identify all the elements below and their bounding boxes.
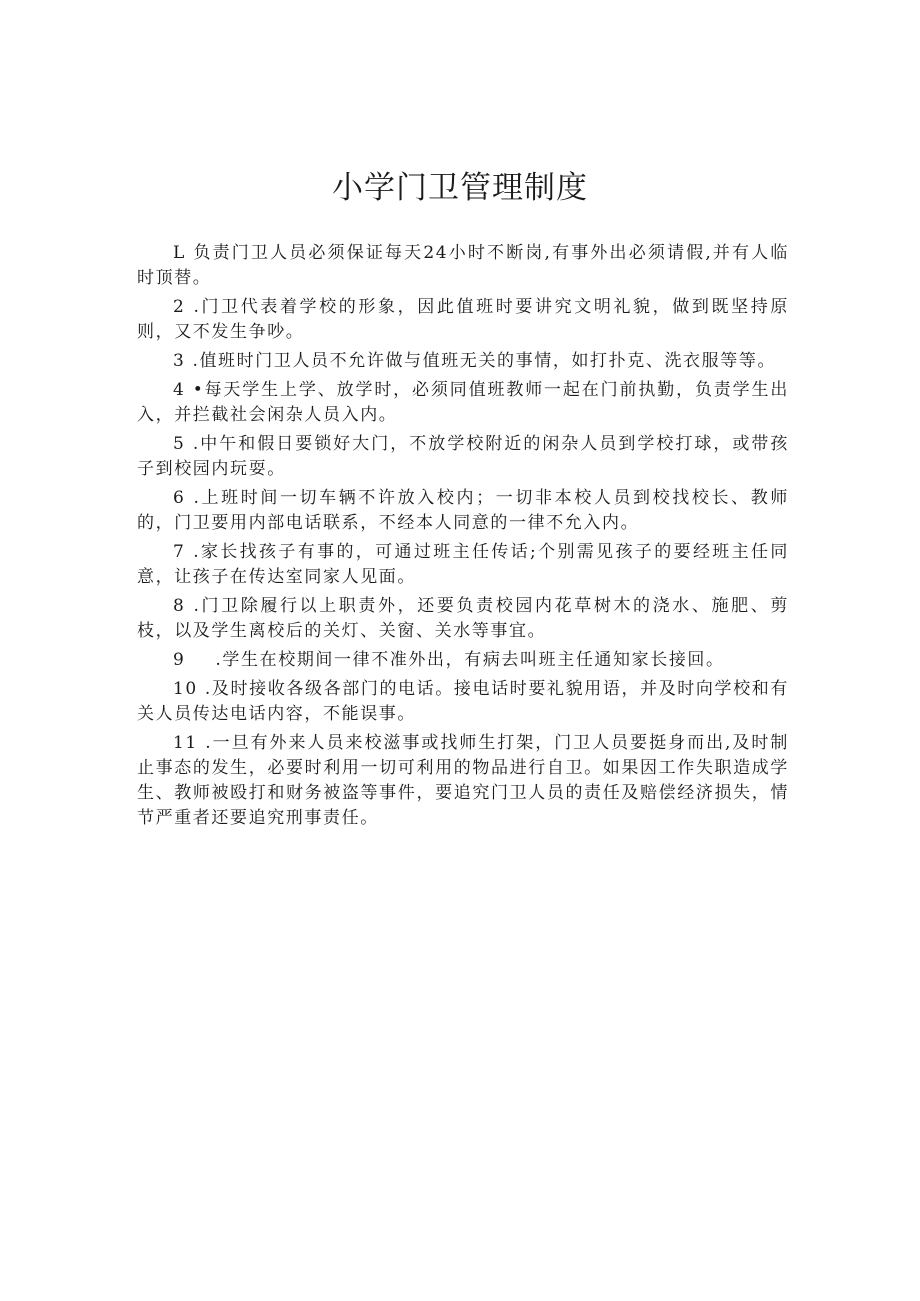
item-number: 11 (173, 733, 198, 753)
item-text: .中午和假日要锁好大门，不放学校附近的闲杂人员到学校打球，或带孩子到校园内玩耍。 (137, 434, 789, 479)
item-number: 6 (173, 488, 186, 508)
item-number: 5 (173, 434, 186, 454)
item-number: L (173, 243, 186, 263)
item-text: .及时接收各级各部门的电话。接电话时要礼貌用语，并及时向学校和有关人员传达电话内容，不能误事。 (137, 679, 789, 724)
item-text: .家长找孩子有事的，可通过班主任传话;个别需见孩子的要经班主任同意，让孩子在传达室同家人见面。 (137, 542, 789, 587)
item-text: .学生在校期间一律不准外出，有病去叫班主任通知家长接回。 (215, 650, 725, 670)
item-number: 4 (173, 380, 186, 400)
list-item (137, 349, 789, 374)
item-text: 负责门卫人员必须保证每天24小时不断岗,有事外出必须请假,并有人临时顶替。 (137, 243, 789, 288)
item-number: 9 (173, 650, 186, 670)
item-text: .一旦有外来人员来校滋事或找师生打架，门卫人员要挺身而出,及时制止事态的发生，必要时利用一切可利用的物品进行自卫。如果因工作失职造成学生、教师被殴打和财务被盗等事件，要追究门卫人员的责任及赔偿经济损失，情节严重者还要追究刑事责任。 (137, 733, 789, 828)
list-item (137, 731, 789, 831)
item-text: •每天学生上学、放学时，必须同值班教师一起在门前执勤，负责学生出入，并拦截社会闲杂人员入内。 (137, 380, 789, 425)
item-text: .门卫除履行以上职责外，还要负责校园内花草树木的浇水、施肥、剪枝，以及学生离校后的关灯、关窗、关水等事宜。 (137, 596, 789, 641)
item-text: .门卫代表着学校的形象，因此值班时要讲究文明礼貌，做到既坚持原则，又不发生争吵。 (137, 297, 789, 342)
rules-list (137, 241, 789, 835)
item-text: .上班时间一切车辆不许放入校内；一切非本校人员到校找校长、教师的，门卫要用内部电话联系，不经本人同意的一律不允入内。 (137, 488, 789, 533)
page-title: 小学门卫管理制度 (332, 170, 588, 206)
list-item (137, 486, 789, 536)
list-item (137, 378, 789, 428)
list-item (137, 648, 789, 673)
item-text: .值班时门卫人员不允许做与值班无关的事情，如打扑克、洗衣服等等。 (192, 351, 777, 371)
item-number: 10 (173, 679, 198, 699)
list-item (137, 594, 789, 644)
item-number: 7 (173, 542, 186, 562)
list-item (137, 241, 789, 291)
item-number: 8 (173, 596, 186, 616)
list-item (137, 677, 789, 727)
list-item (137, 295, 789, 345)
list-item (137, 432, 789, 482)
item-number: 3 (173, 351, 186, 371)
item-number: 2 (173, 297, 186, 317)
list-item (137, 540, 789, 590)
